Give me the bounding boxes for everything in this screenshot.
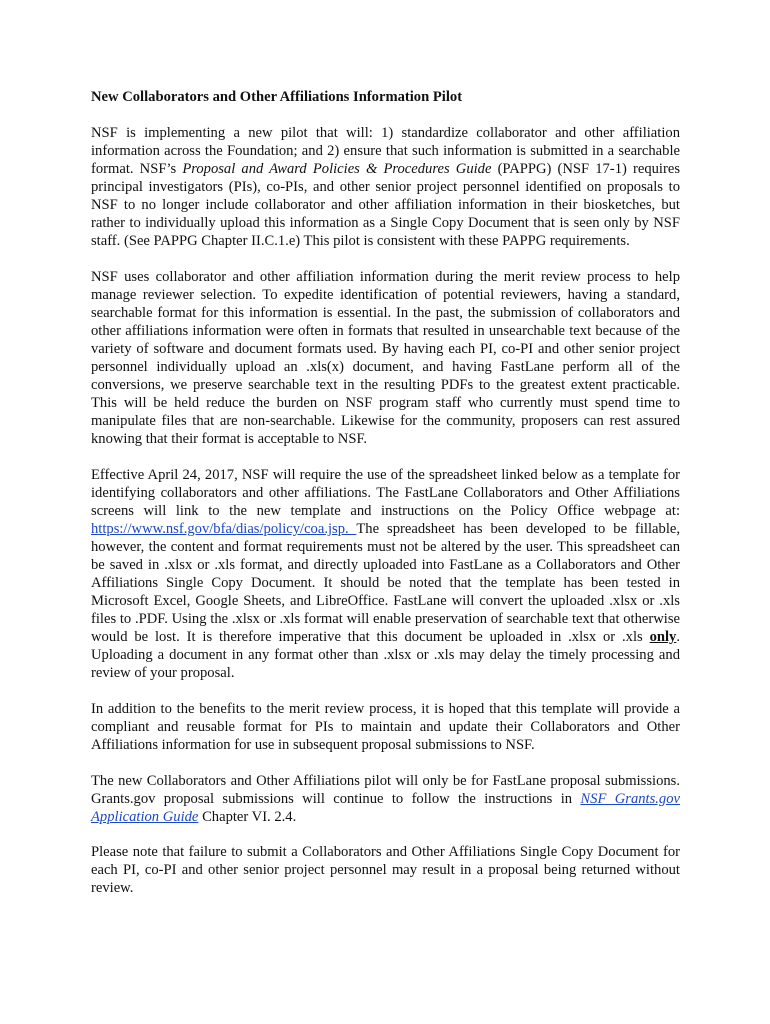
paragraph-text: (PAPPG) (NSF 17-1) requires principal investigators (PIs), co-PIs, and other senior project personnel identified on proposals to NSF to no longer include collaborator and other affiliation information in their biosketches, but rather to individually upload this information as a Single Copy Document that is seen only by NSF staff. (See PAPPG Chapter II.C.1.e) This pilot is consistent with these PAPPG requirements.	[91, 161, 680, 250]
paragraph-merit-review: NSF uses collaborator and other affiliation information during the merit review process to help manage reviewer selection. To expedite identification of potential reviewers, having a standard, searchable format for this information is essential. In the past, the submission of collaborators and other affiliations information were often in formats that resulted in unsearchable text because of the variety of software and document formats used. By having each PI, co-PI and other senior project personnel individually upload an .xls(x) document, and having FastLane perform all of the conversions, we preserve searchable text in the resulting PDFs to the greatest extent practicable. This will be held reduce the burden on NSF program staff who currently must spend time to manipulate files that are non-searchable. Likewise for the community, proposers can rest assured knowing that their format is acceptable to NSF.	[91, 268, 680, 448]
paragraph-benefits: In addition to the benefits to the merit review process, it is hoped that this template will provide a compliant and reusable format for PIs to maintain and update their Collaborators and Other Affiliations information for use in subsequent proposal submissions to NSF.	[91, 700, 680, 753]
paragraph-grants-gov	[91, 772, 680, 826]
paragraph-text: NSF is implementing a new pilot that will: 1) standardize collaborator and other affiliation information across the Foundation; and 2) ensure that such information is submitted in a searchable format. NSF’s	[91, 125, 680, 178]
only-emphasis: only	[649, 629, 677, 646]
grants-gov-guide-link[interactable]: NSF Grants.gov Application Guide	[91, 790, 680, 825]
paragraph-pilot-intro	[91, 124, 680, 250]
paragraph-failure-note: Please note that failure to submit a Collaborators and Other Affiliations Single Copy Document for each PI, co-PI and other senior project personnel may result in a proposal being returned without review.	[91, 844, 680, 897]
paragraph-text: . Uploading a document in any format other than .xlsx or .xls may delay the timely processing and review of your proposal.	[91, 629, 680, 682]
page-title: New Collaborators and Other Affiliations Information Pilot	[91, 89, 463, 105]
paragraph-effective-date	[91, 466, 680, 683]
paragraph-text: The new Collaborators and Other Affiliations pilot will only be for FastLane proposal submissions. Grants.gov proposal submissions will continue to follow the instructions in	[91, 772, 680, 807]
coa-policy-link[interactable]: https://www.nsf.gov/bfa/dias/policy/coa.jsp.	[91, 520, 357, 537]
paragraph-text: Effective April 24, 2017, NSF will require the use of the spreadsheet linked below as a template for identifying collaborators and other affiliations. The FastLane Collaborators and Other Affiliations screens will link to the new template and instructions on the Policy Office webpage at:	[91, 466, 680, 519]
document-page	[91, 88, 680, 915]
paragraph-text: Chapter VI. 2.4.	[198, 808, 297, 825]
paragraph-text: The spreadsheet has been developed to be fillable, however, the content and format requirements must not be altered by the user. This spreadsheet can be saved in .xlsx or .xls format, and directly uploaded into FastLane as a Collaborators and Other Affiliations Single Copy Document. It should be noted that the template has been tested in Microsoft Excel, Google Sheets, and LibreOffice. FastLane will convert the uploaded .xlsx or .xls files to .PDF. Using the .xlsx or .xls format will enable preservation of searchable text that otherwise would be lost. It is therefore imperative that this document be uploaded in .xlsx or .xls	[91, 520, 680, 646]
pappg-title-italic: Proposal and Award Policies & Procedures Guide	[182, 161, 492, 178]
